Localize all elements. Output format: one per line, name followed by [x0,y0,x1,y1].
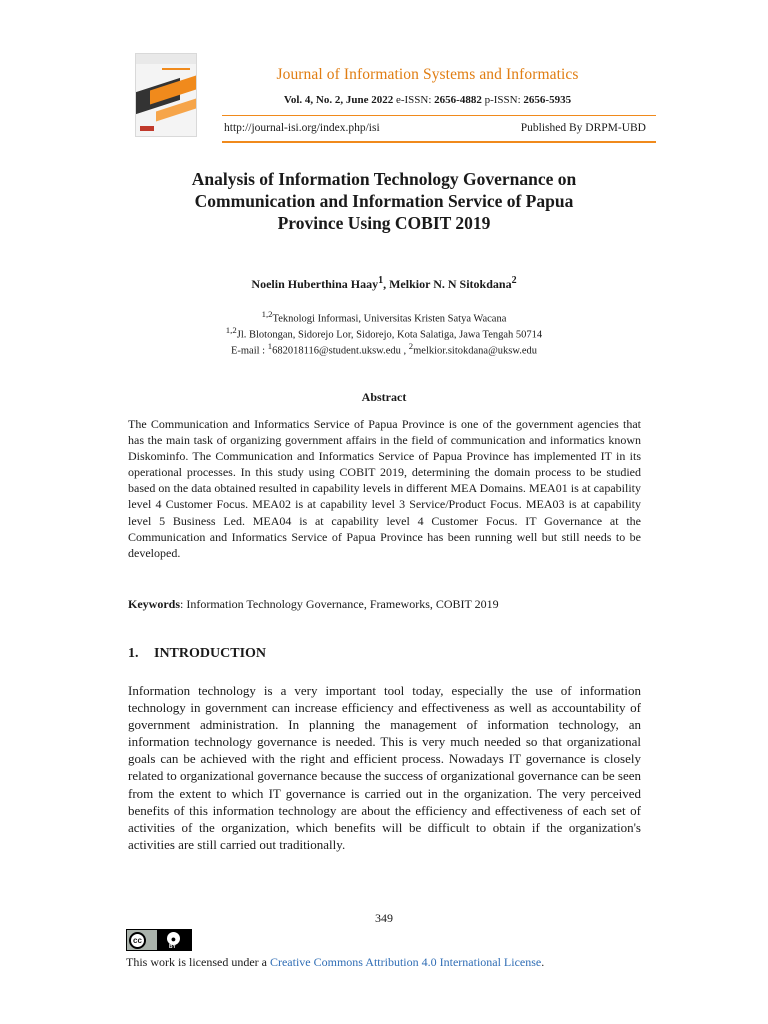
journal-title: Journal of Information Systems and Informatics [276,66,579,83]
author-sup: 1 [378,275,384,286]
paper-title [128,168,640,234]
pissn: 2656-5935 [523,94,572,106]
section-number: 1. [128,646,139,661]
volume: Vol. 4, No. 2, June 2022 [283,94,394,106]
license-link[interactable]: Creative Commons Attribution 4.0 International License [269,955,542,969]
journal-url-link[interactable]: http://journal-isi.org/index.php/isi [224,122,380,134]
email-line [128,338,640,360]
email-sup: 2 [408,341,414,351]
email-label: E-mail : [230,345,268,357]
pissn-label: p-ISSN: [484,94,521,106]
header-divider [222,115,656,116]
license-prefix: This work is licensed under a [126,955,270,969]
cc-icon: cc [129,932,146,949]
title-line: Province Using COBIT 2019 [277,213,491,233]
email-separator: , [400,345,409,357]
author-separator: , [383,277,390,291]
publisher: Published By DRPM-UBD [520,122,646,134]
title-line: Analysis of Information Technology Governance on [191,169,577,189]
attribution-person-icon: ● [167,932,180,945]
section-heading [128,646,266,662]
license-suffix: . [541,955,545,969]
eissn-label: e-ISSN: [395,94,432,106]
authors [128,275,640,292]
journal-cover-thumbnail [135,53,197,137]
author-sup: 2 [511,275,517,286]
email-address[interactable]: 682018116@student.uksw.edu [272,345,401,357]
section-title: INTRODUCTION [154,646,267,661]
introduction-body: Information technology is a very important tool today, especially the use of information technology in government can increase efficiency and effectiveness as well as accountability of government administration. In planning the management of information technology, an information technology governance is needed. This is very much needed so that organizational goals can be achieved with the right and efficient process. Nowadays IT governance is closely related to organizational governance because the success of organizational governance can be seen from the extent to which IT governance is carried out in the organization. The very perceived benefits of this information technology are about the efficiency and effectiveness of each set of activities of the organization, which benefits will be difficult to obtain if the organization's activities are still carried out traditionally. [128,683,641,852]
by-icon [157,930,191,950]
author-name: Melkior N. N Sitokdana [389,277,512,291]
title-line: Communication and Information Service of Papua [194,191,574,211]
email-address[interactable]: melkior.sitokdana@uksw.edu [413,345,538,357]
address-sup: 1,2 [225,325,237,335]
cc-by-license-badge[interactable] [126,929,192,951]
header-divider-bottom [222,141,656,143]
license-statement [126,955,544,970]
address-text: Jl. Blotongan, Sidorejo Lor, Sidorejo, Kota Salatiga, Jawa Tengah 50714 [236,329,543,341]
keywords-label: Keywords [128,597,180,611]
affiliation-sup: 1,2 [261,309,273,319]
email-sup: 1 [267,341,273,351]
affiliation-text: Teknologi Informasi, Universitas Kristen Satya Wacana [272,313,507,325]
abstract-body: The Communication and Informatics Service of Papua Province is one of the government agencies that has the main task of organizing government affairs in the field of communication and informatics known Diskominfo. The Communication and Informatics Service of Papua Province has implemented IT in its operational processes. In this study using COBIT 2019, determining the domain process to be studied based on the data obtained resulted in capability levels in different MEA Domains. MEA01 is at capability level 4 Customer Focus. MEA02 is at capability level 3 Service/Product Focus. MEA03 is at capability level 5 Business Led. MEA04 is at capability level 4 Customer Focus. IT Governance at the Communication and Informatics Service of Papua Province has been running well but still needs to be developed. [128,417,641,560]
keywords-text: : Information Technology Governance, Frameworks, COBIT 2019 [180,597,499,611]
author-name: Noelin Huberthina Haay [251,277,379,291]
page-number: 349 [375,911,393,925]
by-label: BY [169,944,176,950]
volume-issn-line [200,94,655,106]
eissn: 2656-4882 [434,94,482,106]
keywords [128,597,641,612]
abstract-heading: Abstract [361,390,407,404]
